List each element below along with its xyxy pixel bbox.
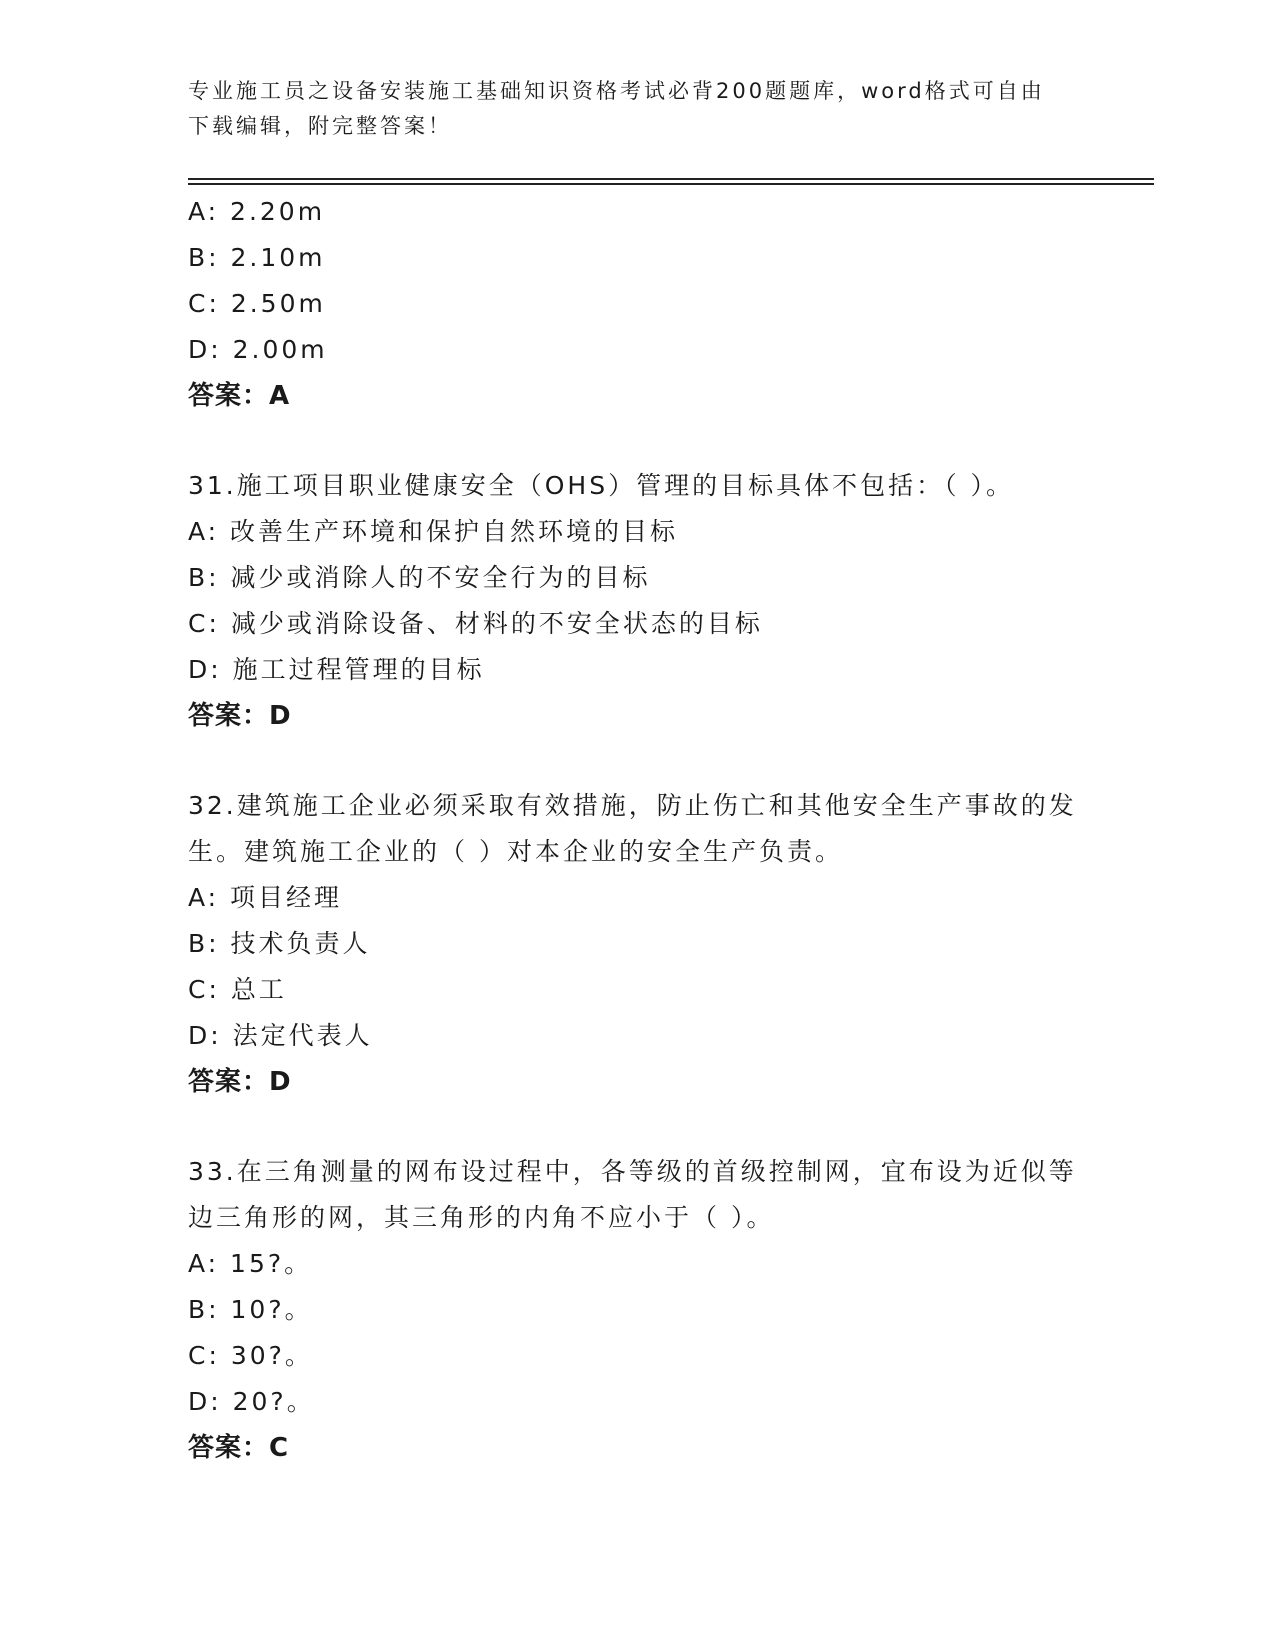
option-a: A: 项目经理 (188, 883, 343, 912)
document-title: 专业施工员之设备安装施工基础知识资格考试必背200题题库，word格式可自由下载编辑，附完整答案！ (188, 79, 1045, 138)
answer-line: 答案：C (188, 1433, 290, 1463)
option-c: C: 30?。 (188, 1341, 313, 1370)
option-c: C: 总工 (188, 975, 287, 1004)
question-block-31 (188, 463, 1088, 739)
header-divider-bottom (188, 183, 1154, 185)
option-a: A: 2.20m (188, 197, 326, 226)
header-divider-top (188, 178, 1154, 180)
option-c: C: 减少或消除设备、材料的不安全状态的目标 (188, 609, 763, 638)
option-d: D: 20?。 (188, 1387, 315, 1416)
question-block-33 (188, 1149, 1088, 1471)
question-block-32 (188, 783, 1088, 1105)
option-d: D: 施工过程管理的目标 (188, 655, 485, 684)
option-d: D: 法定代表人 (188, 1021, 373, 1050)
option-b: B: 10?。 (188, 1295, 313, 1324)
option-b: B: 技术负责人 (188, 929, 371, 958)
option-a: A: 改善生产环境和保护自然环境的目标 (188, 517, 679, 546)
option-b: B: 减少或消除人的不安全行为的目标 (188, 563, 651, 592)
question-stem: 31.施工项目职业健康安全（OHS）管理的目标具体不包括：（ ）。 (188, 471, 1015, 500)
answer-line: 答案：A (188, 381, 291, 411)
option-d: D: 2.00m (188, 335, 328, 364)
answer-line: 答案：D (188, 1067, 292, 1097)
question-stem: 33.在三角测量的网布设过程中，各等级的首级控制网，宜布设为近似等边三角形的网，其三角形的内角不应小于（ ）。 (188, 1157, 1077, 1232)
question-block-continued (188, 189, 1088, 419)
answer-line: 答案：D (188, 701, 292, 731)
question-list (188, 189, 1088, 1471)
option-c: C: 2.50m (188, 289, 326, 318)
option-b: B: 2.10m (188, 243, 326, 272)
question-stem: 32.建筑施工企业必须采取有效措施，防止伤亡和其他安全生产事故的发生。建筑施工企业的（ ）对本企业的安全生产负责。 (188, 791, 1077, 866)
option-a: A: 15?。 (188, 1249, 313, 1278)
